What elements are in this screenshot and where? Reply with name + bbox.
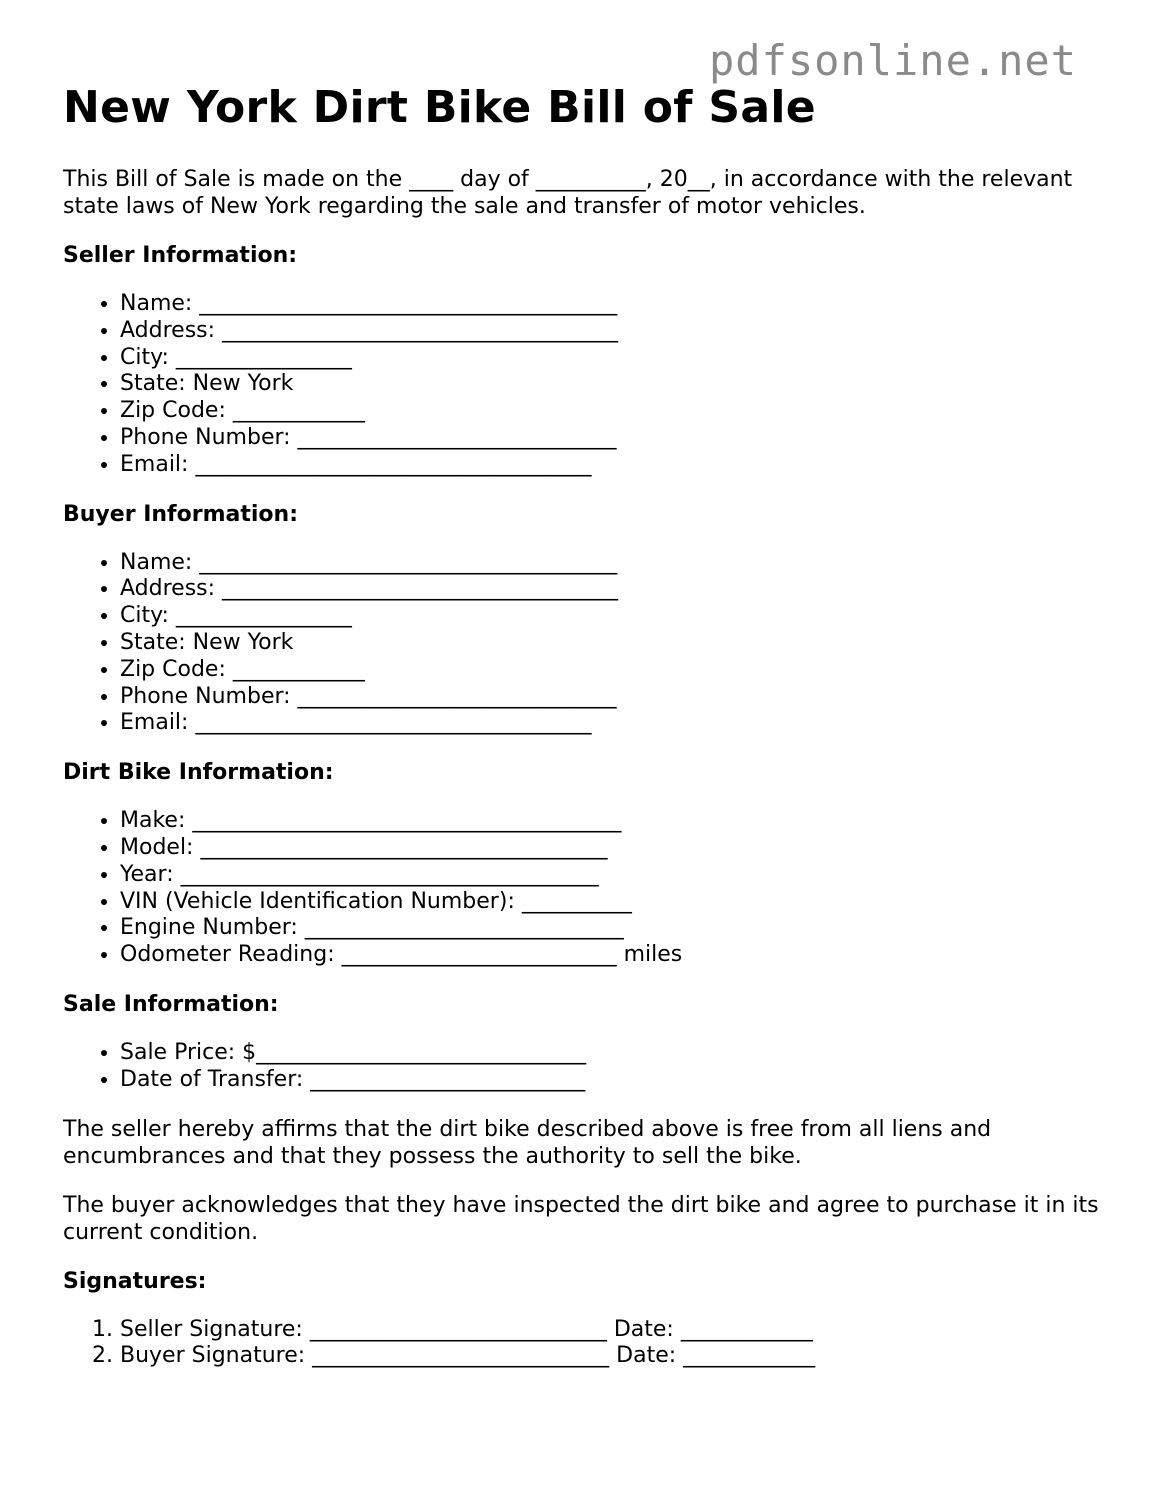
- buyer-phone-field: • Phone Number: _____________________________: [120, 684, 1103, 711]
- sale-list: [63, 1040, 1103, 1094]
- bike-model-field: • Model: _____________________________________: [120, 835, 1103, 862]
- bike-heading: Dirt Bike Information:: [63, 760, 334, 786]
- bike-odometer-field: • Odometer Reading: _________________________ miles: [120, 942, 1103, 969]
- seller-city-field: • City: ________________: [120, 345, 1103, 372]
- document-body: [63, 80, 1103, 1370]
- seller-name-field: • Name: ______________________________________: [120, 291, 1103, 318]
- seller-phone-field: • Phone Number: _____________________________: [120, 425, 1103, 452]
- buyer-city-field: • City: ________________: [120, 603, 1103, 630]
- affirmation-paragraph: The seller hereby affirms that the dirt bike described above is free from all liens and encumbrances and that they possess the authority to sell the bike.: [63, 1116, 992, 1169]
- bike-vin-field: • VIN (Vehicle Identification Number): __________: [120, 889, 1103, 916]
- bike-list: [63, 808, 1103, 969]
- buyer-zip-field: • Zip Code: ____________: [120, 657, 1103, 684]
- signatures-heading: Signatures:: [63, 1268, 207, 1294]
- seller-address-field: • Address: ____________________________________: [120, 318, 1103, 345]
- buyer-name-field: • Name: ______________________________________: [120, 550, 1103, 577]
- seller-list: [63, 291, 1103, 479]
- buyer-heading: Buyer Information:: [63, 501, 298, 527]
- buyer-state-field: • State: New York: [120, 630, 1103, 657]
- bike-make-field: • Make: _______________________________________: [120, 808, 1103, 835]
- seller-email-field: • Email: ____________________________________: [120, 452, 1103, 479]
- acknowledgement-paragraph: The buyer acknowledges that they have inspected the dirt bike and agree to purchase it in its current condition.: [63, 1192, 1099, 1245]
- buyer-address-field: • Address: ____________________________________: [120, 576, 1103, 603]
- sale-heading: Sale Information:: [63, 991, 279, 1017]
- seller-state-field: • State: New York: [120, 371, 1103, 398]
- signatures-list: [63, 1317, 1103, 1371]
- bike-engine-field: • Engine Number: _____________________________: [120, 915, 1103, 942]
- buyer-email-field: • Email: ____________________________________: [120, 710, 1103, 737]
- seller-signature-line: 1. Seller Signature: ___________________________ Date: ____________: [120, 1317, 1103, 1344]
- seller-heading: Seller Information:: [63, 243, 298, 268]
- document-title: New York Dirt Bike Bill of Sale: [63, 82, 816, 133]
- intro-paragraph: This Bill of Sale is made on the ____ day of __________, 20__, in accordance with the relevant state laws of New York regarding the sale and transfer of motor vehicles.: [63, 167, 1073, 219]
- transfer-date-field: • Date of Transfer: _________________________: [120, 1067, 1103, 1094]
- watermark: pdfsonline.net: [709, 36, 1078, 85]
- buyer-list: [63, 550, 1103, 738]
- buyer-signature-line: 2. Buyer Signature: ___________________________ Date: ____________: [120, 1343, 1103, 1370]
- seller-zip-field: • Zip Code: ____________: [120, 398, 1103, 425]
- sale-price-field: • Sale Price: $______________________________: [120, 1040, 1103, 1067]
- bike-year-field: • Year: ______________________________________: [120, 862, 1103, 889]
